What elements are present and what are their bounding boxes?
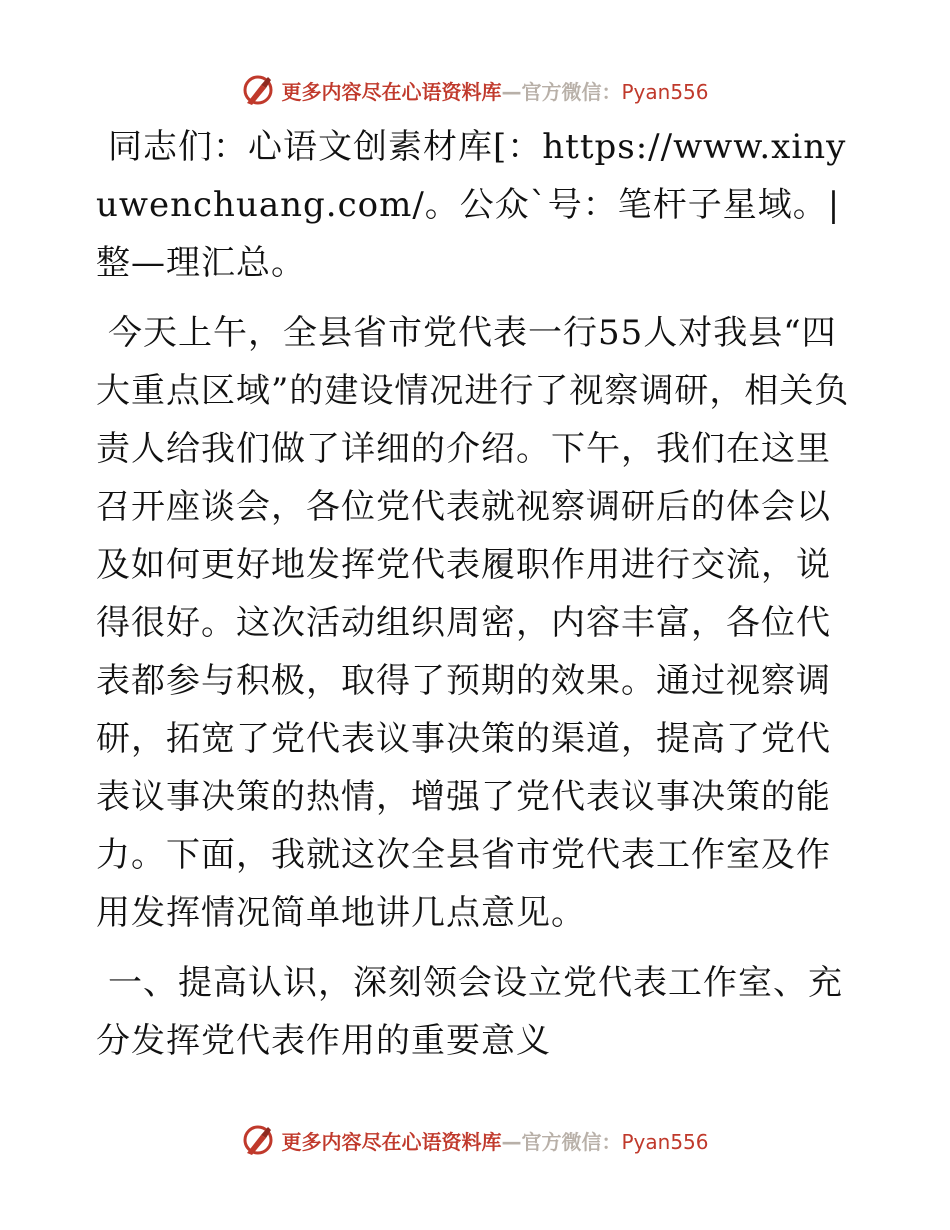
watermark-separator-text: —官方微信： [501, 1129, 622, 1154]
footer-watermark-banner [0, 1120, 950, 1160]
paragraph-intro: 今天上午，全县省市党代表一行55人对我县“四大重点区域”的建设情况进行了视察调研，相关负责人给我们做了详细的介绍。下午，我们在这里召开座谈会，各位党代表就视察调研后的体会以及如何更好地发挥党代表履职作用进行交流，说得很好。这次活动组织周密，内容丰富，各位代表都参与积极，取得了预期的效果。通过视察调研，拓宽了党代表议事决策的渠道，提高了党代表议事决策的热情，增强了党代表议事决策的能力。下面，我就这次全县省市党代表工作室及作用发挥情况简单地讲几点意见。 [96, 313, 850, 933]
paragraph-greeting: 同志们：心语文创素材库[：https://www.xinyuwenchuang.com/。公众`号：笔杆子星域。|整—理汇总。 [96, 127, 847, 283]
watermark-separator-text: —官方微信： [501, 79, 622, 104]
watermark-id-text: Pyan556 [621, 1129, 709, 1154]
watermark-text [281, 1126, 708, 1155]
document-body [96, 118, 856, 1082]
header-watermark-banner [0, 70, 950, 110]
watermark-main-text: 更多内容尽在心语资料库 [281, 1129, 502, 1154]
watermark-id-text: Pyan556 [621, 79, 709, 104]
watermark-main-text: 更多内容尽在心语资料库 [281, 79, 502, 104]
watermark-text [281, 76, 708, 105]
pen-circle-logo-icon [241, 73, 275, 107]
paragraph-section-heading: 一、提高认识，深刻领会设立党代表工作室、充分发挥党代表作用的重要意义 [96, 963, 843, 1061]
pen-circle-logo-icon [241, 1123, 275, 1157]
